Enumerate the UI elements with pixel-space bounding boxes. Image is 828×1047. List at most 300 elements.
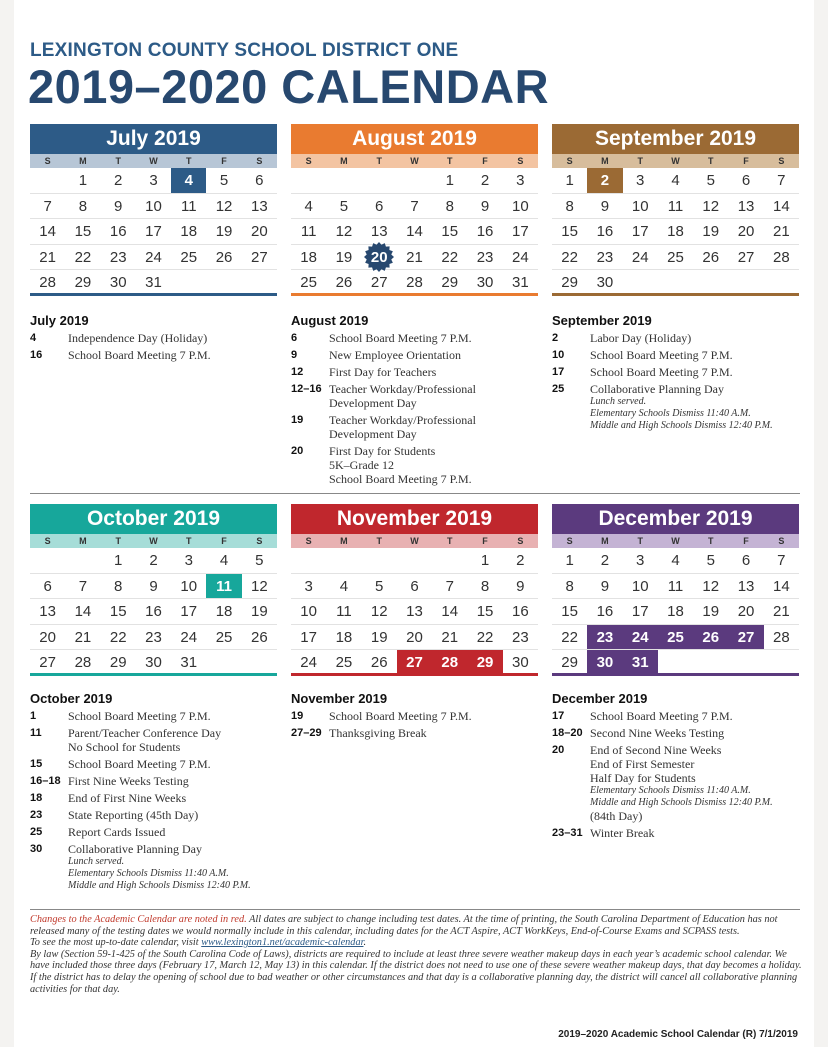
week-row (30, 245, 277, 271)
month-title: November 2019 (291, 504, 538, 534)
day-cell: 29 (561, 274, 578, 292)
event-line: Collaborative Planning Day (68, 842, 202, 856)
event-item (291, 413, 541, 441)
event-item (291, 726, 541, 740)
day-cell: 22 (441, 248, 459, 266)
day-cell: 11 (300, 223, 317, 241)
month-grid-october (30, 504, 277, 676)
day-cell: 3 (516, 172, 525, 189)
week-row (30, 574, 277, 600)
day-cell: 4 (219, 552, 229, 569)
event-line: First Day for Students (329, 444, 436, 458)
day-cell: 23 (145, 628, 162, 646)
events-month-heading: September 2019 (552, 313, 652, 328)
event-line: Report Cards Issued (68, 825, 166, 839)
week-row (552, 574, 799, 600)
weekday-label: W (671, 536, 680, 546)
event-item (291, 331, 541, 345)
day-cell: 13 (370, 223, 388, 241)
day-cell: 10 (631, 577, 649, 595)
event-date: 4 (30, 332, 37, 344)
week-row (30, 270, 277, 296)
day-cell: 30 (596, 274, 614, 292)
day-cell: 30 (109, 274, 127, 292)
event-item (30, 348, 280, 362)
day-cell: 18 (667, 603, 684, 621)
week-row (552, 168, 799, 194)
day-cell: 6 (410, 577, 419, 595)
weekday-label: S (305, 156, 312, 166)
day-cell: 15 (441, 223, 459, 241)
event-item (30, 709, 280, 723)
event-date: 9 (291, 349, 298, 361)
event-line: School Board Meeting 7 P.M. (590, 348, 733, 362)
weekday-label: M (79, 156, 87, 166)
month-title: August 2019 (291, 124, 538, 154)
day-cell: 17 (511, 223, 529, 241)
event-description (590, 826, 802, 840)
weekday-label: T (186, 156, 192, 166)
event-line: School Board Meeting 7 P.M. (329, 709, 472, 723)
month-grid-july (30, 124, 277, 296)
day-cell: 26 (370, 654, 388, 672)
day-cell: 16 (596, 223, 614, 241)
day-cell: 9 (114, 197, 123, 215)
day-cell: 28 (772, 248, 790, 266)
day-cell: 8 (114, 577, 123, 595)
weekday-label: T (376, 156, 382, 166)
event-description (590, 743, 802, 823)
event-line: Labor Day (Holiday) (590, 331, 692, 345)
day-cell: 24 (623, 625, 658, 650)
empty-cell (326, 548, 361, 573)
day-cell: 15 (561, 223, 578, 241)
day-cell: 8 (78, 197, 88, 215)
event-line: School Board Meeting 7 P.M. (329, 472, 472, 486)
event-line: Winter Break (590, 826, 655, 840)
day-cell: 5 (339, 197, 349, 215)
weekday-label: F (221, 156, 227, 166)
week-row (30, 650, 277, 676)
weekday-label: W (410, 156, 419, 166)
event-date: 12 (291, 366, 304, 378)
week-row (552, 548, 799, 574)
weekday-label: T (447, 156, 453, 166)
notes-paragraph-3: By law (Section 59-1-425 of the South Carolina Code of Laws), districts are required to include at least three severe weather makeup days in each year’s academic school calendar. We have included those three days (February 17, March 12, May 13) in this calendar. If the district does not need to use one of these severe weather makeup days, that day becomes a holiday. If the district has to delay the opening of school due to bad weather or other circumstances and that day is a collaborative planning day, the district will cancel all collaborative planning activities for that day. (30, 948, 802, 995)
day-cell: 23 (596, 248, 614, 266)
event-line: School Board Meeting 7 P.M. (590, 709, 733, 723)
empty-cell (65, 548, 100, 573)
weekday-label: T (115, 156, 121, 166)
event-line: (84th Day) (590, 809, 643, 823)
event-line: Parent/Teacher Conference Day (68, 726, 222, 740)
day-cell: 27 (737, 248, 755, 266)
day-cell: 23 (511, 628, 529, 646)
day-cell: 11 (180, 197, 197, 215)
event-item (552, 382, 802, 432)
events-month-heading: July 2019 (30, 313, 89, 328)
day-cell: 12 (702, 197, 720, 215)
day-cell: 6 (741, 172, 751, 189)
weekday-header (552, 154, 799, 168)
weekday-label: T (447, 536, 453, 546)
day-cell: 24 (300, 654, 317, 672)
day-cell: 17 (300, 628, 317, 646)
day-cell: 2 (587, 168, 622, 193)
day-cell: 7 (78, 577, 88, 595)
events-august (291, 313, 541, 489)
week-row (291, 625, 538, 651)
events-september (552, 313, 802, 435)
day-cell: 28 (39, 274, 56, 292)
day-cell: 5 (255, 552, 264, 569)
event-item (30, 757, 280, 771)
event-line: School Board Meeting 7 P.M. (590, 365, 733, 379)
empty-cell (623, 270, 658, 293)
month-title: July 2019 (30, 124, 277, 154)
event-date: 17 (552, 710, 565, 722)
empty-cell (362, 548, 397, 573)
event-date: 23–31 (552, 827, 583, 839)
week-row (291, 219, 538, 245)
event-line: New Employee Orientation (329, 348, 461, 362)
day-cell: 25 (658, 625, 693, 650)
day-cell: 31 (623, 650, 658, 673)
weekday-label: T (708, 156, 714, 166)
day-cell: 10 (511, 197, 529, 215)
event-note: Elementary Schools Dismiss 11:40 A.M. (590, 408, 751, 419)
notes-paragraph-2 (30, 937, 802, 949)
week-row (552, 650, 799, 676)
event-date: 19 (291, 710, 304, 722)
month-days (552, 548, 799, 676)
event-description (590, 348, 802, 362)
day-cell: 2 (480, 172, 490, 189)
notes-text: To see the most up-to-date calendar, visit (30, 937, 202, 949)
event-date: 15 (30, 758, 43, 770)
event-date: 27–29 (291, 727, 322, 739)
day-cell: 21 (39, 248, 56, 266)
day-cell: 25 (215, 628, 233, 646)
weekday-header (291, 154, 538, 168)
event-line: State Reporting (45th Day) (68, 808, 199, 822)
event-date: 16–18 (30, 775, 61, 787)
event-description (68, 825, 280, 839)
day-cell: 5 (706, 172, 715, 189)
week-row (552, 219, 799, 245)
day-cell: 2 (600, 552, 610, 569)
event-line: Development Day (329, 396, 417, 410)
week-row (552, 599, 799, 625)
day-cell: 26 (702, 248, 720, 266)
event-line: First Day for Teachers (329, 365, 437, 379)
month-title: December 2019 (552, 504, 799, 534)
day-cell: 2 (149, 552, 158, 569)
event-description (590, 726, 802, 740)
empty-cell (326, 168, 361, 193)
day-cell: 30 (145, 654, 162, 672)
footer-divider (30, 909, 800, 910)
events-october (30, 691, 280, 895)
event-item (291, 382, 541, 410)
day-cell: 6 (375, 197, 384, 215)
empty-cell (291, 168, 326, 193)
empty-cell (728, 270, 763, 293)
day-cell: 18 (300, 248, 317, 266)
events-november (291, 691, 541, 743)
weekday-label: F (221, 536, 227, 546)
event-date: 18 (30, 792, 43, 804)
event-item (30, 774, 280, 788)
day-cell: 7 (43, 197, 52, 215)
event-item (291, 365, 541, 379)
event-description (590, 331, 802, 345)
event-description (68, 331, 280, 345)
event-line: End of First Nine Weeks (68, 791, 187, 805)
changes-note: Changes to the Academic Calendar are noted in red. (30, 914, 247, 925)
day-cell: 7 (777, 552, 786, 569)
week-row (30, 548, 277, 574)
day-cell: 18 (180, 223, 198, 241)
event-description (329, 365, 541, 379)
day-cell: 25 (300, 274, 317, 292)
day-cell: 13 (737, 577, 755, 595)
event-line: Half Day for Students (590, 771, 696, 785)
weekday-label: S (256, 156, 263, 166)
event-date: 18–20 (552, 727, 583, 739)
event-description (68, 757, 280, 771)
day-cell: 19 (335, 248, 353, 266)
event-description (329, 444, 541, 486)
weekday-label: T (637, 156, 643, 166)
day-cell: 4 (671, 552, 680, 569)
weekday-label: M (340, 156, 348, 166)
event-line: Development Day (329, 427, 417, 441)
day-cell: 27 (397, 650, 432, 673)
day-cell: 8 (445, 197, 454, 215)
month-days (552, 168, 799, 296)
day-cell: 26 (250, 628, 268, 646)
day-cell: 5 (219, 172, 229, 189)
week-row (30, 168, 277, 194)
day-cell: 8 (480, 577, 490, 595)
day-cell: 30 (476, 274, 494, 292)
event-line: Second Nine Weeks Testing (590, 726, 725, 740)
events-month-heading: October 2019 (30, 691, 113, 706)
day-cell: 4 (171, 168, 206, 193)
weekday-label: S (305, 536, 312, 546)
day-cell: 27 (250, 248, 268, 266)
event-date: 20 (291, 445, 304, 457)
empty-cell (30, 548, 65, 573)
day-cell: 31 (511, 274, 529, 292)
week-row (30, 599, 277, 625)
event-line: First Nine Weeks Testing (68, 774, 189, 788)
day-cell: 5 (706, 552, 715, 569)
weekday-label: S (44, 536, 51, 546)
day-cell: 5 (375, 577, 384, 595)
notes-text: . (363, 937, 367, 949)
weekday-header (30, 534, 277, 548)
week-row (291, 194, 538, 220)
weekday-label: M (601, 156, 609, 166)
event-item (552, 331, 802, 345)
day-cell: 15 (476, 603, 494, 621)
empty-cell (206, 270, 241, 293)
month-days (291, 168, 538, 296)
event-item (30, 808, 280, 822)
empty-cell (242, 650, 277, 673)
event-date: 17 (552, 366, 565, 378)
weekday-label: S (256, 536, 263, 546)
day-cell: 13 (39, 603, 56, 621)
event-line: Teacher Workday/Professional (329, 413, 476, 427)
month-grid-september (552, 124, 799, 296)
event-note: Middle and High Schools Dismiss 12:40 P.M. (590, 420, 773, 431)
day-cell: 11 (336, 603, 352, 621)
week-row (291, 168, 538, 194)
day-cell: 15 (109, 603, 127, 621)
day-cell: 25 (335, 654, 353, 672)
event-line: Collaborative Planning Day (590, 382, 724, 396)
event-line: End of First Semester (590, 757, 695, 771)
day-cell: 22 (561, 628, 578, 646)
weekday-label: S (44, 156, 51, 166)
week-row (291, 245, 538, 271)
weekday-label: T (708, 536, 714, 546)
day-cell: 14 (406, 223, 423, 241)
day-cell: 29 (467, 650, 502, 673)
day-cell: 19 (215, 223, 233, 241)
day-cell: 29 (561, 654, 578, 672)
weekday-label: W (671, 156, 680, 166)
week-row (30, 194, 277, 220)
event-item (291, 709, 541, 723)
day-cell: 7 (410, 197, 419, 215)
day-cell: 25 (180, 248, 198, 266)
day-cell (362, 245, 397, 270)
month-title: September 2019 (552, 124, 799, 154)
weekday-label: F (482, 156, 488, 166)
day-cell: 14 (772, 197, 790, 215)
weekday-label: S (778, 156, 785, 166)
day-cell: 12 (702, 577, 720, 595)
day-cell: 11 (667, 577, 684, 595)
empty-cell (171, 270, 206, 293)
day-cell: 24 (631, 248, 649, 266)
event-note: Middle and High Schools Dismiss 12:40 P.M. (68, 880, 251, 891)
day-cell: 14 (441, 603, 459, 621)
event-date: 11 (30, 727, 42, 739)
weekday-label: M (79, 536, 87, 546)
empty-cell (432, 548, 467, 573)
day-cell: 24 (511, 248, 529, 266)
day-cell: 30 (587, 650, 622, 673)
event-item (30, 331, 280, 345)
calendar-page (14, 0, 814, 1047)
week-row (291, 270, 538, 296)
week-row (291, 574, 538, 600)
empty-cell (362, 168, 397, 193)
day-cell: 24 (145, 248, 162, 266)
event-date: 19 (291, 414, 304, 426)
day-cell: 13 (737, 197, 755, 215)
day-cell: 14 (772, 577, 790, 595)
day-cell: 3 (184, 552, 193, 569)
day-cell: 6 (741, 552, 751, 569)
month-days (30, 548, 277, 676)
weekday-label: M (601, 536, 609, 546)
weekday-label: W (149, 156, 158, 166)
day-cell: 27 (370, 274, 388, 292)
event-item (552, 709, 802, 723)
calendar-link[interactable]: www.lexington1.net/academic-calendar (201, 937, 364, 949)
events-month-heading: December 2019 (552, 691, 648, 706)
event-description (329, 726, 541, 740)
event-line: No School for Students (68, 740, 181, 754)
day-cell: 19 (250, 603, 268, 621)
day-cell: 28 (74, 654, 92, 672)
day-cell: 15 (74, 223, 92, 241)
day-cell: 10 (300, 603, 317, 621)
event-description (68, 709, 280, 723)
day-cell: 21 (772, 603, 790, 621)
day-cell: 18 (215, 603, 233, 621)
weekday-label: S (566, 156, 573, 166)
event-note: Elementary Schools Dismiss 11:40 A.M. (590, 785, 751, 796)
event-description (329, 348, 541, 362)
event-date: 10 (552, 349, 565, 361)
day-cell: 22 (561, 248, 578, 266)
event-item (30, 791, 280, 805)
event-date: 25 (552, 383, 565, 395)
event-description (68, 726, 280, 754)
day-cell: 26 (335, 274, 353, 292)
notes-text: All dates are subject to change including test dates. At the time of printing, the South Carolina Department of Education has not released many of the testing dates we would normally include in this calendar, including dates for the ACT Aspire, ACT WorkKeys, End-of-Course Exams and SCPASS tests. (30, 914, 778, 937)
day-cell: 28 (772, 628, 790, 646)
day-cell: 1 (565, 552, 574, 569)
week-row (291, 599, 538, 625)
day-cell: 31 (180, 654, 198, 672)
event-date: 30 (30, 843, 43, 855)
day-cell: 11 (206, 574, 241, 599)
weekday-label: S (517, 156, 524, 166)
weekday-label: S (778, 536, 785, 546)
day-cell: 12 (335, 223, 353, 241)
day-cell: 16 (145, 603, 162, 621)
revision-label: 2019–2020 Academic School Calendar (R) 7/1/2019 (558, 1029, 798, 1040)
month-days (291, 548, 538, 676)
empty-cell (242, 270, 277, 293)
week-row (30, 219, 277, 245)
empty-cell (764, 650, 799, 673)
day-cell: 14 (74, 603, 92, 621)
day-cell: 22 (74, 248, 92, 266)
day-cell: 9 (600, 197, 610, 215)
day-cell: 28 (406, 274, 423, 292)
event-description (68, 774, 280, 788)
event-item (30, 825, 280, 839)
day-cell: 12 (250, 577, 268, 595)
event-note: Lunch served. (590, 396, 647, 407)
event-item (552, 743, 802, 823)
week-row (291, 650, 538, 676)
empty-cell (291, 548, 326, 573)
event-item (552, 826, 802, 840)
day-cell: 20 (39, 628, 56, 646)
day-cell: 3 (304, 577, 313, 595)
day-cell: 19 (370, 628, 388, 646)
